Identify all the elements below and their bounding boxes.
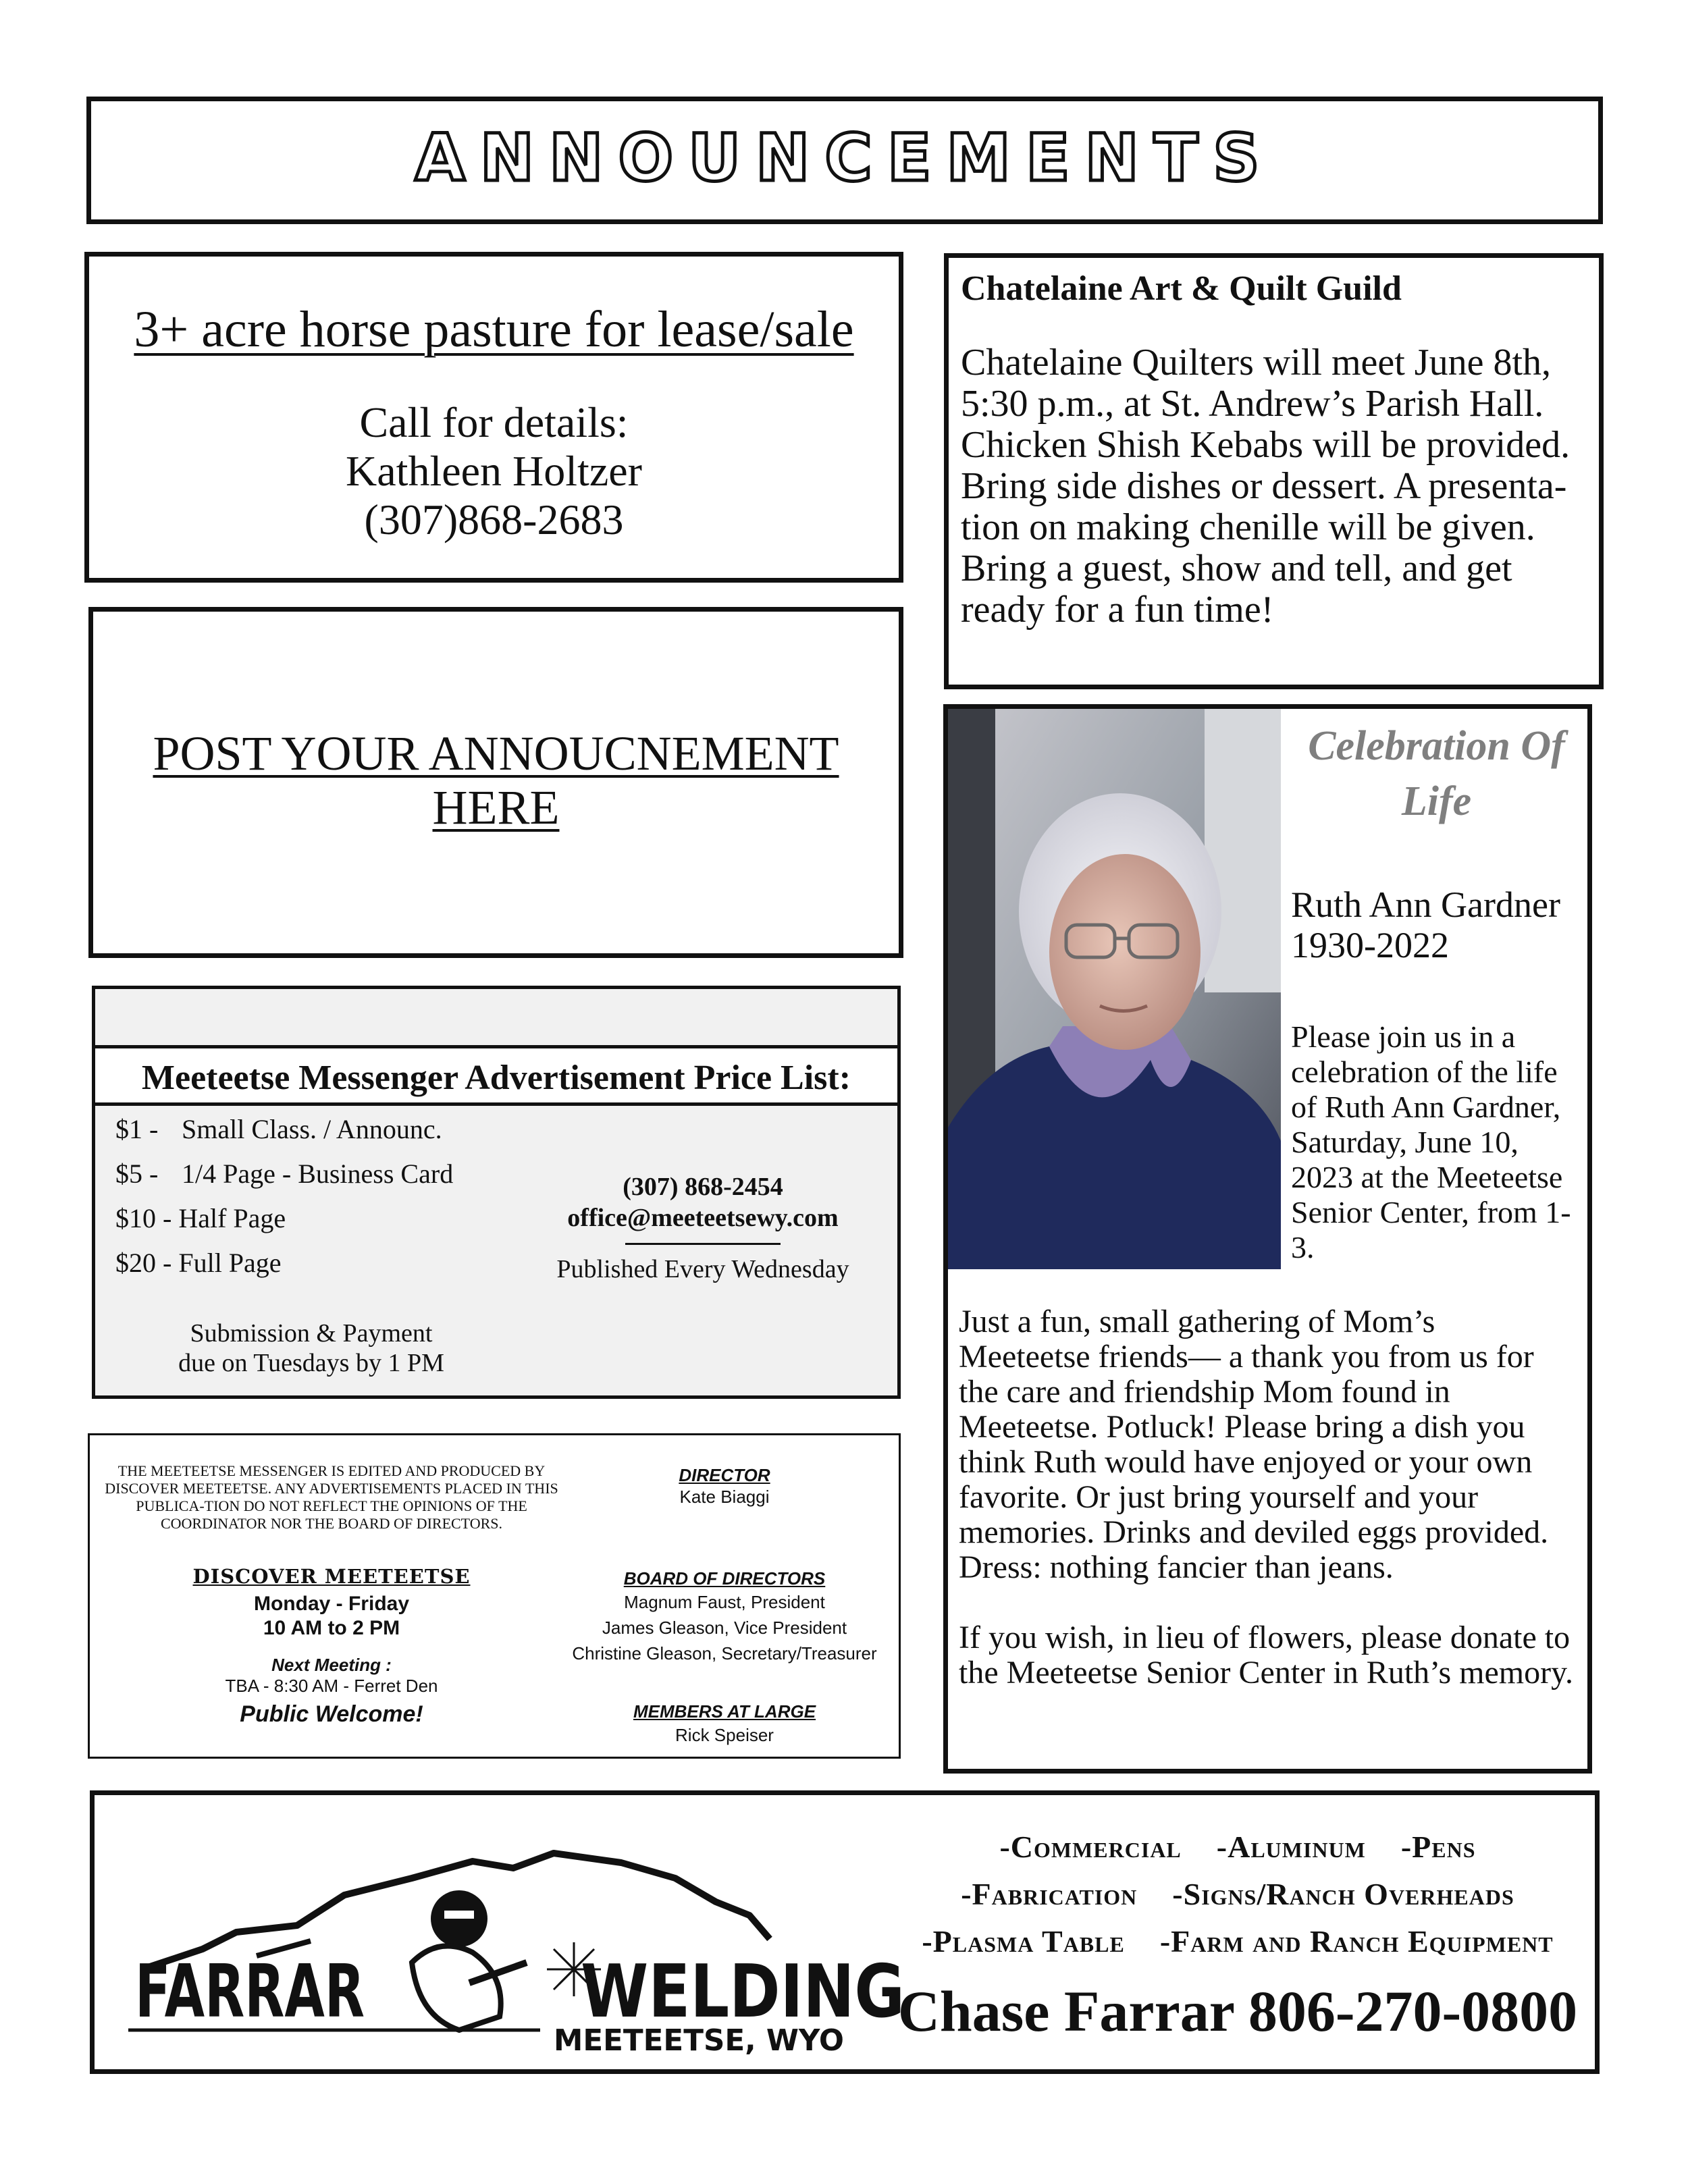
submission-line-2: due on Tuesdays by 1 PM — [178, 1349, 444, 1377]
celebration-invite: Please join us in a celebration of the life of Ruth Ann Gardner, Saturday, June 10, 2023 at the Meeteetse Senior Center, from 1-3. — [1291, 1019, 1571, 1264]
price-list-contact — [527, 1171, 878, 1284]
price-item — [115, 1158, 453, 1190]
next-meeting-label: Next Meeting : — [271, 1655, 392, 1675]
services-row — [871, 1923, 1604, 1959]
director-label: DIRECTOR — [679, 1465, 770, 1485]
price-item — [115, 1113, 442, 1145]
office-hours — [95, 1592, 568, 1641]
price-amount: $20 - — [115, 1248, 172, 1278]
price-description: 1/4 Page - Business Card — [182, 1158, 454, 1189]
board-label: BOARD OF DIRECTORS — [623, 1568, 826, 1589]
member-at-large: Rick Speiser — [675, 1725, 774, 1745]
published-schedule: Published Every Wednesday — [556, 1255, 849, 1283]
next-meeting-details: TBA - 8:30 AM - Ferret Den — [225, 1676, 438, 1696]
public-welcome: Public Welcome! — [240, 1701, 423, 1727]
pasture-details — [89, 398, 899, 544]
price-item — [115, 1202, 286, 1234]
price-description: Small Class. / Announc. — [182, 1114, 442, 1144]
chatelaine-title: Chatelaine Art & Quilt Guild — [961, 269, 1402, 308]
office-days: Monday - Friday — [253, 1593, 410, 1615]
honoree — [1291, 884, 1581, 965]
board-member: Christine Gleason, Secretary/Treasurer — [572, 1643, 877, 1663]
director-name: Kate Biaggi — [679, 1487, 770, 1507]
pasture-title: 3+ acre horse pasture for lease/sale — [134, 301, 854, 358]
office-times: 10 AM to 2 PM — [263, 1617, 400, 1639]
announcements-header — [86, 97, 1603, 224]
price-list-box — [92, 986, 901, 1399]
services-row — [871, 1829, 1604, 1865]
celebration-body-paragraph: Just a fun, small gathering of Mom’s Meeteetse friends— a thank you from us for the care and friendship Mom found in Meeteetse. Potluck! Please bring a dish you think Ruth would have enjoyed or your own favorite. Or just bring yourself and your memories. Drinks and deviled eggs provided. Dress: nothing fancier than jeans. — [959, 1304, 1549, 1585]
farrar-welding-logo — [122, 1814, 918, 2064]
honoree-name: Ruth Ann Gardner — [1291, 884, 1560, 925]
price-amount: $10 - — [115, 1203, 172, 1233]
office-phone: (307) 868-2454 — [623, 1173, 783, 1201]
service-item: -Aluminum — [1216, 1830, 1366, 1864]
page-title: ANNOUNCEMENTS — [415, 120, 1275, 196]
members-label: MEMBERS AT LARGE — [633, 1701, 816, 1722]
price-list-title: Meeteetse Messenger Advertisement Price List: — [141, 1059, 851, 1097]
submission-line-1: Submission & Payment — [190, 1319, 433, 1348]
director-section — [562, 1465, 887, 1508]
pasture-call-line: Call for details: — [359, 398, 629, 446]
members-section — [562, 1701, 887, 1748]
celebration-of-life-box — [943, 704, 1592, 1774]
price-amount: $5 - — [115, 1158, 159, 1189]
celebration-body — [959, 1304, 1574, 1726]
portrait-photo — [948, 709, 1281, 1269]
board-member: Magnum Faust, President — [624, 1592, 825, 1612]
celebration-title-line-2: Life — [1401, 778, 1472, 824]
pasture-ad — [84, 252, 903, 583]
service-item: -Farm and Ranch Equipment — [1159, 1924, 1554, 1959]
logo-farrar-text: FARRAR — [135, 1950, 365, 2034]
discover-meeteetse-label: DISCOVER MEETEETSE — [192, 1565, 471, 1588]
logo-welding-text: WELDING — [581, 1950, 905, 2034]
honoree-years: 1930-2022 — [1291, 925, 1449, 965]
price-item — [115, 1247, 282, 1279]
chatelaine-guild-box — [944, 253, 1604, 689]
post-announcement-line-2: HERE — [432, 780, 560, 834]
service-item: -Commercial — [999, 1830, 1182, 1864]
farrar-welding-ad — [90, 1790, 1600, 2074]
farrar-contact: Chase Farrar 806-270-0800 — [897, 1979, 1578, 2044]
board-section — [562, 1568, 887, 1666]
price-list-header — [92, 1045, 901, 1106]
office-email: office@meeteetsewy.com — [567, 1204, 839, 1232]
service-item: -Pens — [1400, 1830, 1476, 1864]
price-description: Full Page — [178, 1248, 282, 1278]
celebration-title — [1286, 718, 1587, 829]
pasture-contact-phone: (307)868-2683 — [364, 496, 624, 543]
chatelaine-body: Chatelaine Quilters will meet June 8th, 5:30 p.m., at St. Andrew’s Parish Hall. Chicken Shish Kebabs will be provided. Bring side dishes or dessert. A presenta-tion on making chenille will be given. Bring a guest, show and tell, and get ready for a fun time! — [961, 342, 1571, 631]
service-item: -Plasma Table — [922, 1924, 1125, 1959]
logo-location-text: MEETEETSE, WYO — [554, 2023, 844, 2058]
post-announcement-box — [88, 607, 903, 958]
services-row — [871, 1876, 1604, 1912]
publisher-info-box — [88, 1433, 901, 1759]
service-item: -Signs/Ranch Overheads — [1172, 1877, 1514, 1911]
celebration-title-line-1: Celebration Of — [1308, 723, 1565, 769]
price-amount: $1 - — [115, 1114, 159, 1144]
price-description: Half Page — [178, 1203, 286, 1233]
post-announcement-line-1: POST YOUR ANNOUCNEMENT — [153, 726, 839, 780]
pasture-contact-name: Kathleen Holtzer — [346, 447, 642, 495]
disclaimer-text: THE MEETEETSE MESSENGER IS EDITED AND PRODUCED BY DISCOVER MEETEETSE. ANY ADVERTISEMENTS PLACED IN THIS PUBLICA-TION DO NOT REFLECT THE OPINIONS OF THE COORDINATOR NOR THE BOARD OF DIRECTORS. — [105, 1462, 558, 1532]
submission-deadline — [115, 1319, 507, 1378]
board-member: James Gleason, Vice President — [602, 1618, 847, 1638]
celebration-body-paragraph: If you wish, in lieu of flowers, please donate to the Meeteetse Senior Center in Ruth’s memory. — [959, 1620, 1574, 1690]
contact-divider — [625, 1243, 781, 1245]
service-item: -Fabrication — [961, 1877, 1138, 1911]
portrait-photo-illustration — [948, 709, 1281, 1269]
post-announcement-text — [120, 726, 872, 834]
